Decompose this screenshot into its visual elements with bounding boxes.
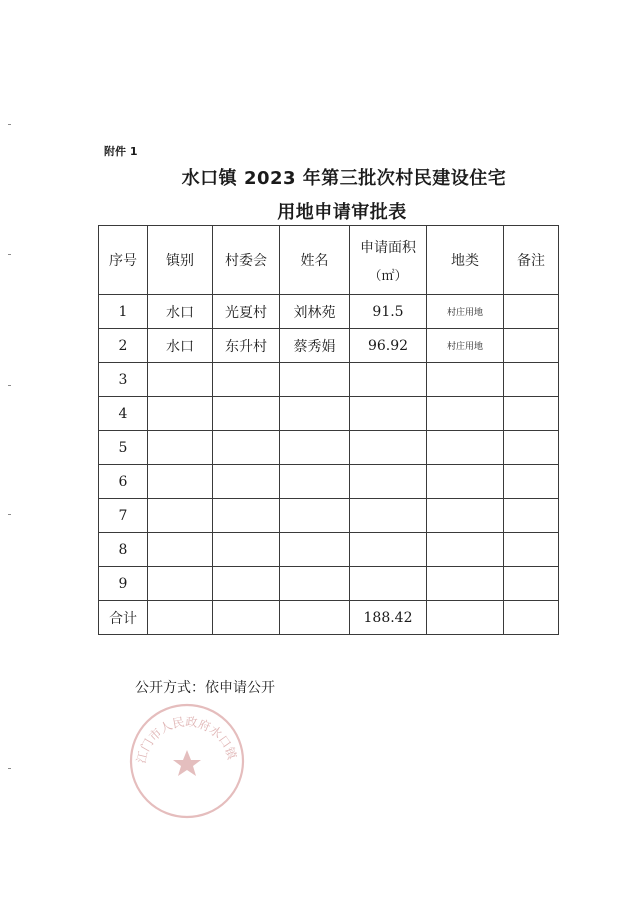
cell-town (148, 499, 213, 533)
cell-village: 东升村 (213, 329, 280, 363)
table-row (99, 567, 559, 601)
cell-area (350, 567, 427, 601)
scan-mark (8, 768, 11, 769)
cell-town (148, 567, 213, 601)
cell-village (213, 567, 280, 601)
seal-text-path: 江门市人民政府水口镇 (134, 714, 240, 765)
cell-town: 水口 (148, 329, 213, 363)
cell-name (280, 499, 350, 533)
cell-village: 光夏村 (213, 295, 280, 329)
cell-seq: 8 (99, 533, 148, 567)
cell-village (213, 465, 280, 499)
cell-land-type (427, 397, 504, 431)
cell-village (213, 499, 280, 533)
total-town (148, 601, 213, 635)
official-seal-stamp (126, 700, 248, 822)
cell-town (148, 533, 213, 567)
header-area-label: 申请面积 (360, 239, 416, 256)
cell-name (280, 363, 350, 397)
cell-name: 刘林苑 (280, 295, 350, 329)
header-area-unit: （㎡） (368, 268, 408, 284)
table-row (99, 397, 559, 431)
table-row (99, 465, 559, 499)
cell-seq: 5 (99, 431, 148, 465)
cell-town (148, 397, 213, 431)
cell-land-type (427, 533, 504, 567)
cell-name: 蔡秀娟 (280, 329, 350, 363)
cell-village (213, 363, 280, 397)
table-row (99, 499, 559, 533)
cell-village (213, 431, 280, 465)
table-row (99, 329, 559, 363)
table-total-row (99, 601, 559, 635)
total-land-type (427, 601, 504, 635)
header-name: 姓名 (280, 226, 350, 295)
document-title-line-1: 水口镇 2023 年第三批次村民建设住宅 (181, 168, 507, 189)
header-town: 镇别 (148, 226, 213, 295)
cell-area (350, 533, 427, 567)
cell-seq: 3 (99, 363, 148, 397)
cell-area (350, 431, 427, 465)
cell-land-type: 村庄用地 (427, 329, 504, 363)
cell-area: 91.5 (350, 295, 427, 329)
cell-name (280, 397, 350, 431)
table-row (99, 533, 559, 567)
cell-area (350, 465, 427, 499)
scan-mark (8, 385, 11, 386)
cell-area (350, 363, 427, 397)
cell-name (280, 465, 350, 499)
approval-table (98, 225, 559, 635)
cell-seq: 7 (99, 499, 148, 533)
cell-seq: 4 (99, 397, 148, 431)
document-title-line-2: 用地申请审批表 (277, 202, 407, 223)
total-village (213, 601, 280, 635)
cell-seq: 1 (99, 295, 148, 329)
table-row (99, 295, 559, 329)
table-row (99, 431, 559, 465)
cell-village (213, 397, 280, 431)
cell-name (280, 567, 350, 601)
cell-remarks (504, 499, 559, 533)
cell-town: 水口 (148, 295, 213, 329)
table-header-row (99, 226, 559, 295)
cell-seq: 9 (99, 567, 148, 601)
cell-remarks (504, 363, 559, 397)
attachment-label: 附件 1 (104, 145, 138, 158)
cell-land-type (427, 363, 504, 397)
header-seq: 序号 (99, 226, 148, 295)
seal-star-icon (173, 750, 201, 776)
header-land-type: 地类 (427, 226, 504, 295)
cell-village (213, 533, 280, 567)
cell-area: 96.92 (350, 329, 427, 363)
total-area: 188.42 (350, 601, 427, 635)
cell-name (280, 431, 350, 465)
cell-area (350, 499, 427, 533)
header-village: 村委会 (213, 226, 280, 295)
cell-name (280, 533, 350, 567)
scan-mark (8, 254, 11, 255)
cell-area (350, 397, 427, 431)
total-remarks (504, 601, 559, 635)
cell-remarks (504, 329, 559, 363)
cell-land-type (427, 567, 504, 601)
cell-land-type (427, 431, 504, 465)
cell-town (148, 363, 213, 397)
cell-remarks (504, 431, 559, 465)
cell-town (148, 431, 213, 465)
scan-mark (8, 124, 11, 125)
cell-land-type: 村庄用地 (427, 295, 504, 329)
total-label: 合计 (99, 601, 148, 635)
table-row (99, 363, 559, 397)
cell-remarks (504, 567, 559, 601)
total-name (280, 601, 350, 635)
header-area (350, 226, 427, 295)
cell-remarks (504, 465, 559, 499)
scan-mark (8, 514, 11, 515)
disclosure-method: 公开方式：依申请公开 (135, 680, 275, 696)
cell-seq: 2 (99, 329, 148, 363)
cell-remarks (504, 533, 559, 567)
cell-seq: 6 (99, 465, 148, 499)
cell-remarks (504, 397, 559, 431)
cell-land-type (427, 465, 504, 499)
cell-land-type (427, 499, 504, 533)
cell-town (148, 465, 213, 499)
cell-remarks (504, 295, 559, 329)
header-remarks: 备注 (504, 226, 559, 295)
